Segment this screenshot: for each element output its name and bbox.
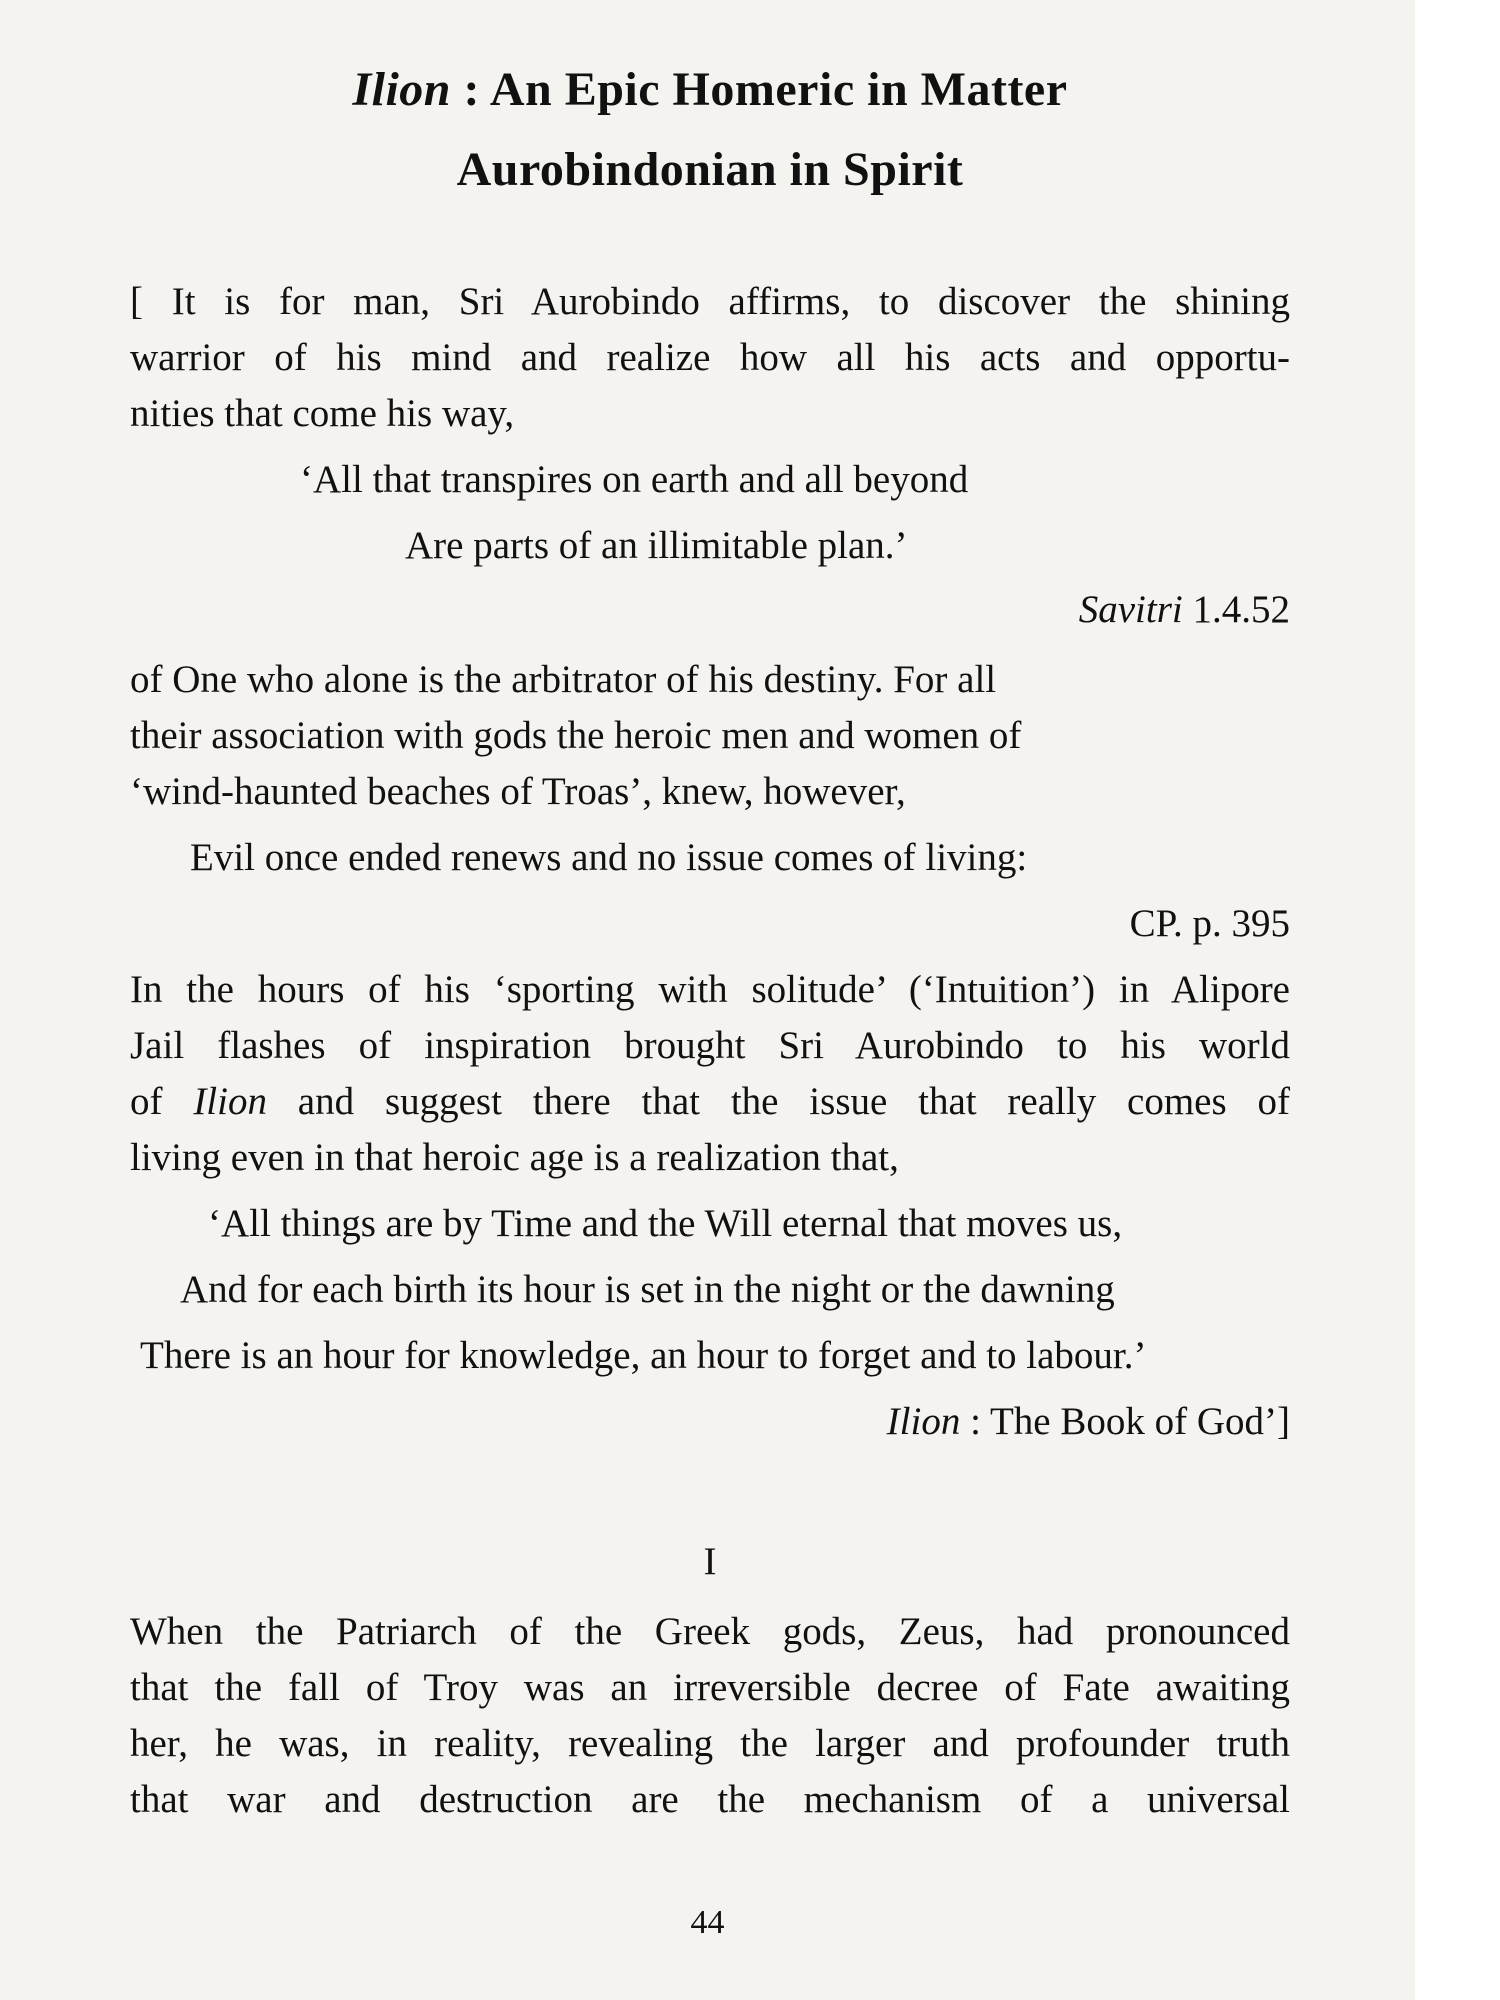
para1-line3: nities that come his way,: [130, 392, 515, 435]
para3-l3-rest: and suggest there that the issue that really comes of: [266, 1080, 1290, 1123]
quote3-line1: ‘All things are by Time and the Will eternal that moves us,: [208, 1202, 1123, 1245]
para3-line3: [130, 1074, 1290, 1130]
chapter-heading: [130, 50, 1290, 210]
quote2-citation: CP. p. 395: [1129, 902, 1290, 945]
quote2-line1: Evil once ended renews and no issue comes of living:: [190, 836, 1028, 879]
para4-line1: When the Patriarch of the Greek gods, Zeus, had pronounced: [130, 1610, 1290, 1653]
page-number: 44: [690, 1904, 725, 1941]
quote1-cite-ref: 1.4.52: [1182, 588, 1290, 631]
para2-line3: ‘wind-haunted beaches of Troas’, knew, however,: [130, 770, 906, 813]
page-edge: [1415, 0, 1500, 2000]
para2-line1: of One who alone is the arbitrator of his destiny. For all: [130, 658, 997, 701]
heading-line-2: Aurobindonian in Spirit: [456, 143, 964, 196]
para3-l3-pre: of: [130, 1080, 194, 1123]
quote3-line2: And for each birth its hour is set in the night or the dawning: [180, 1268, 1115, 1311]
quote3-line3: There is an hour for knowledge, an hour to forget and to labour.’: [140, 1334, 1147, 1377]
para1-line1: [ It is for man, Sri Aurobindo affirms, to discover the shining: [130, 280, 1290, 323]
heading-line-1: [130, 50, 1290, 130]
section-number: I: [703, 1540, 717, 1583]
quote3-cite-ref: : The Book of God’]: [960, 1400, 1290, 1443]
para3-l3-italic: Ilion: [193, 1080, 267, 1123]
heading-title-italic: Ilion: [352, 63, 451, 116]
para2-line2: their association with gods the heroic men and women of: [130, 714, 1022, 757]
para1-line2: warrior of his mind and realize how all his acts and opportu-: [130, 336, 1290, 379]
para3-line4: living even in that heroic age is a realization that,: [130, 1136, 899, 1179]
para4-line3: her, he was, in reality, revealing the larger and profounder truth: [130, 1722, 1290, 1765]
quote3-cite-title: Ilion: [886, 1400, 961, 1443]
heading-line1-rest: : An Epic Homeric in Matter: [451, 63, 1068, 116]
quote1-citation: [130, 582, 1290, 638]
para3-line1: In the hours of his ‘sporting with solitude’ (‘Intuition’) in Alipore: [130, 968, 1290, 1011]
quote1-line1: ‘All that transpires on earth and all beyond: [300, 458, 969, 501]
quote1-line2: Are parts of an illimitable plan.’: [405, 524, 908, 567]
quote3-citation: [130, 1394, 1290, 1450]
para4-line2: that the fall of Troy was an irreversible decree of Fate awaiting: [130, 1666, 1290, 1709]
para3-line2: Jail flashes of inspiration brought Sri Aurobindo to his world: [130, 1024, 1290, 1067]
quote1-cite-title: Savitri: [1078, 588, 1183, 631]
para4-line4: that war and destruction are the mechanism of a universal: [130, 1778, 1290, 1821]
